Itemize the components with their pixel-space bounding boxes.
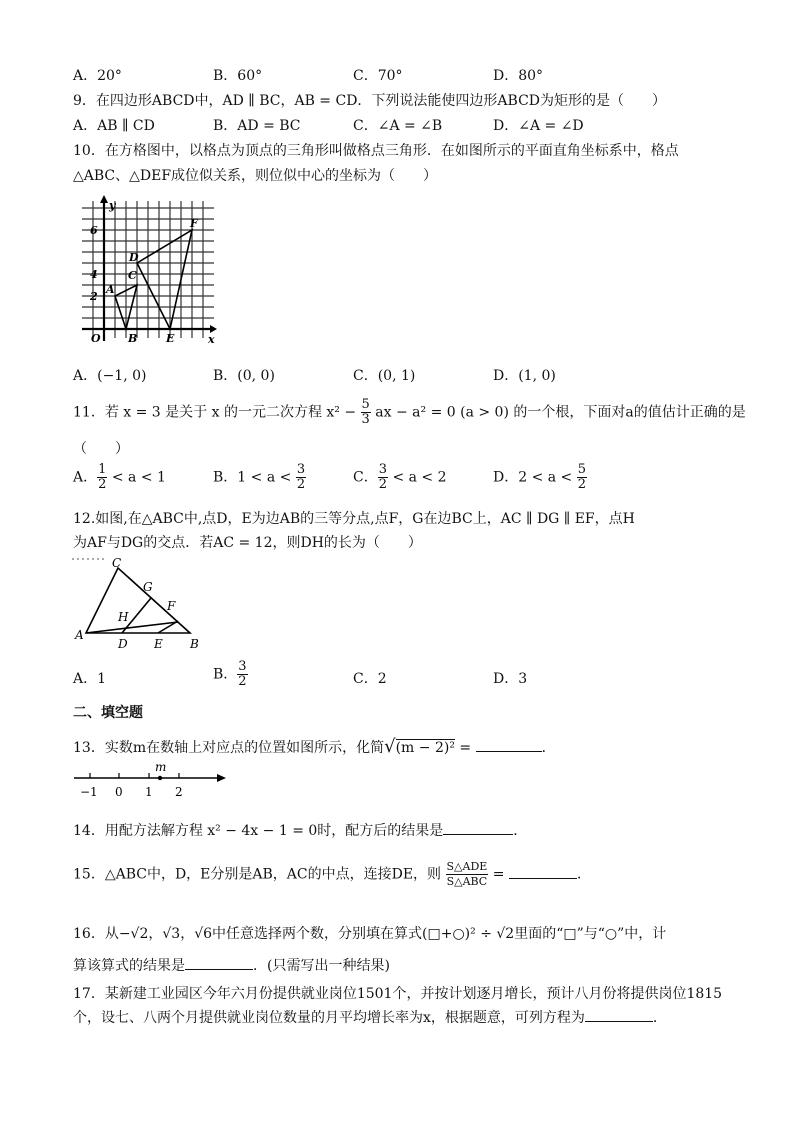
q13-stem: 13．实数m在数轴上对应点的位置如图所示，化简√(m − 2)² = ． [73,736,556,757]
section-title-fill-in: 二、填空题 [73,705,143,721]
q10-point-f-label: F [190,217,198,230]
q12-label-e: E [154,637,163,651]
q12-label-g: G [143,580,153,594]
q8-option-a: A．20° [73,68,122,84]
q10-grid-figure [72,193,222,345]
q8-option-b: B．60° [213,68,263,84]
q13-tick-neg1: −1 [80,785,98,799]
q14-stem: 14．用配方法解方程 x² − 4x − 1 = 0时，配方后的结果是 ． [73,823,528,839]
q13-tick-2: 2 [175,785,183,799]
q11-stem-post: ax − a² = 0 (a > 0) 的一个根，下面对a的值估计正确的是 [375,404,746,421]
q10-axis-y-label: y [109,199,116,212]
q13-number-line [72,762,232,802]
q9-option-a: A．AB ∥ CD [73,118,155,134]
q16-stem-line2: 算该算式的结果是 ．(只需写出一种结果) [73,958,390,974]
q13-tick-0: 0 [115,785,123,799]
q10-tick-2: 2 [90,290,98,303]
q11-option-d: D．2 < a < $\frac{5}{2}$ [493,462,587,492]
q10-point-c-label: C [128,269,137,282]
q10-point-b-label: B [128,332,138,345]
q11-stem-pre: 11．若 x = 3 是关于 x 的一元二次方程 x² − [73,404,357,421]
q12-label-b: B [190,637,199,651]
q12-label-f: F [167,599,176,613]
q9-option-b: B．AD = BC [213,118,301,134]
q10-option-d: D．(1, 0) [493,368,556,384]
q12-triangle-figure [70,553,210,653]
q16-answer-blank[interactable] [185,957,253,970]
q10-axis-x-label: x [208,333,215,345]
q12-stem-line1: 12.如图,在△ABC中,点D，E为边AB的三等分点,点F，G在边BC上，AC ∥ DG ∥ EF，点H [73,511,635,527]
q9-option-d: D．∠A = ∠D [493,118,584,134]
q13-answer-blank[interactable] [476,739,542,752]
q10-option-c: C．(0, 1) [353,368,416,384]
q11-paren: （ ） [73,441,129,457]
q14-answer-blank[interactable] [443,822,513,835]
q10-option-b: B．(0, 0) [213,368,275,384]
q12-option-b: B． $\frac{3}{2}$ [213,659,247,689]
q12-option-c: C．2 [353,671,387,687]
q10-stem-line1: 10．在方格图中，以格点为顶点的三角形叫做格点三角形．在如图所示的平面直角坐标系中，格点 [73,143,679,159]
q12-option-d: D．3 [493,671,528,687]
q10-option-a: A．(−1, 0) [73,368,147,384]
q12-stem-line2: 为AF与DG的交点．若AC = 12，则DH的长为（ ） [73,535,422,551]
q10-stem-line2: △ABC、△DEF成位似关系，则位似中心的坐标为（ ） [73,168,438,184]
q10-origin-label: O [91,332,101,345]
q11-option-c: C． $\frac{3}{2}$ < a < 2 [353,462,447,492]
q9-stem: 9．在四边形ABCD中，AD ∥ BC，AB = CD．下列说法能使四边形ABCD为矩形的是（ ） [73,93,667,109]
q16-stem-line1: 16．从−√2，√3，√6中任意选择两个数，分别填在算式(□+○)² ÷ √2里面的“□”与“○”中，计 [73,926,667,942]
q10-point-a-label: A [106,283,115,296]
q10-tick-4: 4 [90,268,98,281]
q12-label-h: H [118,610,129,624]
q12-option-a: A．1 [73,671,107,687]
q12-label-c: C [112,556,122,570]
q11-option-a: A． $\frac{1}{2}$ < a < 1 [73,462,166,492]
q10-tick-6: 6 [90,224,98,237]
q13-tick-1: 1 [145,785,153,799]
q9-option-c: C．∠A = ∠B [353,118,443,134]
q8-option-d: D．80° [493,68,544,84]
q11-stem [73,398,746,427]
q10-point-d-label: D [129,251,139,264]
q15-stem: 15．△ABC中，D，E分别是AB，AC的中点，连接DE，则 $\frac{\text{S△ADE}}{\text{S△ABC}}$ = ． [73,860,591,888]
q10-point-e-label: E [166,332,175,345]
q15-answer-blank[interactable] [509,866,577,879]
q12-label-a: A [75,628,84,642]
q8-option-c: C．70° [353,68,403,84]
q17-stem-line2: 个，设七、八两个月提供就业岗位数量的月平均增长率为x，根据题意，可列方程为 ． [73,1010,667,1026]
q17-stem-line1: 17．某新建工业园区今年六月份提供就业岗位1501个，并按计划逐月增长，预计八月份将提供岗位1815 [73,986,723,1002]
q11-option-b: B．1 < a < $\frac{3}{2}$ [213,462,306,492]
q17-answer-blank[interactable] [585,1009,653,1022]
q13-point-label: m [155,762,167,774]
q11-fraction: $\frac{5}{3}$ [361,397,370,427]
q12-label-d: D [118,637,128,651]
